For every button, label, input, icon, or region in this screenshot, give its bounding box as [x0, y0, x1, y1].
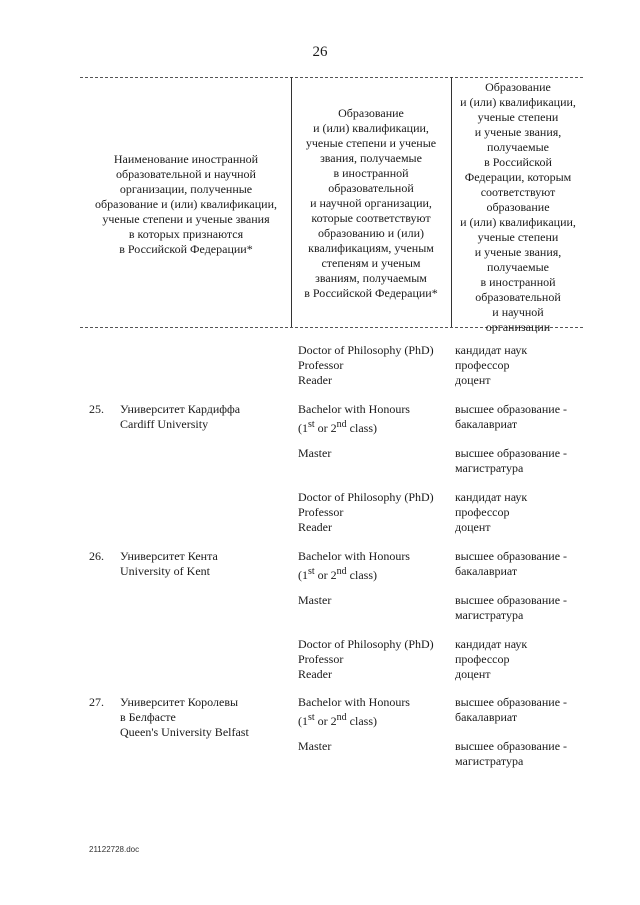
degree-cell	[298, 549, 450, 583]
degree-title: Bachelor with Honours	[298, 695, 410, 709]
degree-cell	[298, 695, 450, 729]
degree-cell: Master	[298, 446, 332, 460]
header-col-foreign-qualification: Образование и (или) квалификации, ученые степени и ученые звания, получаемые в иностранной образовательной и научной организации, которые соответствуют образованию и (или) квалификациям, ученым степеням и ученым званиям, получаемым в Российской Федерации*	[304, 106, 438, 300]
degree-cell: Master	[298, 739, 332, 753]
degree-class: (1st or 2nd class)	[298, 712, 377, 728]
equivalent-cell: высшее образование - магистратура	[455, 446, 568, 475]
entry-number: 26.	[89, 549, 104, 563]
entry-number: 27.	[89, 695, 104, 709]
degree-cell: Doctor of Philosophy (PhD) Professor Reader	[298, 490, 434, 534]
entry-university-name: Университет Кента University of Kent	[120, 549, 218, 578]
equivalent-cell: высшее образование - бакалавриат	[455, 402, 568, 431]
degree-cell: Master	[298, 593, 332, 607]
degree-class: (1st or 2nd class)	[298, 419, 377, 435]
equivalent-cell: высшее образование - бакалавриат	[455, 695, 568, 724]
degree-cell	[298, 402, 450, 436]
equivalent-cell: кандидат наук профессор доцент	[455, 637, 528, 681]
column-divider-1	[291, 77, 292, 327]
page-number: 26	[312, 44, 328, 60]
entry-university-name: Университет Кардиффа Cardiff University	[120, 402, 241, 431]
document-footer: 21122728.doc	[89, 845, 140, 854]
header-col-organization: Наименование иностранной образовательной и научной организации, полученные образование и (или) квалификации, ученые степени и ученые звания в которых признаются в Российской Федерации*	[95, 152, 277, 256]
header-top-rule	[80, 77, 583, 78]
entry-university-name: Университет Королевы в Белфасте Queen's University Belfast	[120, 695, 249, 739]
header-col-russian-equivalent: Образование и (или) квалификации, ученые степени и ученые звания, получаемые в Российской Федерации, которым соответствуют образование и (или) квалификации, ученые степени и ученые звания, получаемые в иностранной образовательной и научной организации	[460, 80, 576, 334]
equivalent-cell: высшее образование - бакалавриат	[455, 549, 568, 578]
equivalent-cell: высшее образование - магистратура	[455, 739, 568, 768]
row-continuation-degree: Doctor of Philosophy (PhD) Professor Reader	[298, 343, 434, 387]
equivalent-cell: кандидат наук профессор доцент	[455, 490, 528, 534]
degree-cell: Doctor of Philosophy (PhD) Professor Reader	[298, 637, 434, 681]
entry-number: 25.	[89, 402, 104, 416]
degree-title: Bachelor with Honours	[298, 549, 410, 563]
degree-title: Bachelor with Honours	[298, 402, 410, 416]
row-continuation-equivalent: кандидат наук профессор доцент	[455, 343, 528, 387]
equivalent-cell: высшее образование - магистратура	[455, 593, 568, 622]
column-divider-2	[451, 77, 452, 327]
degree-class: (1st or 2nd class)	[298, 566, 377, 582]
